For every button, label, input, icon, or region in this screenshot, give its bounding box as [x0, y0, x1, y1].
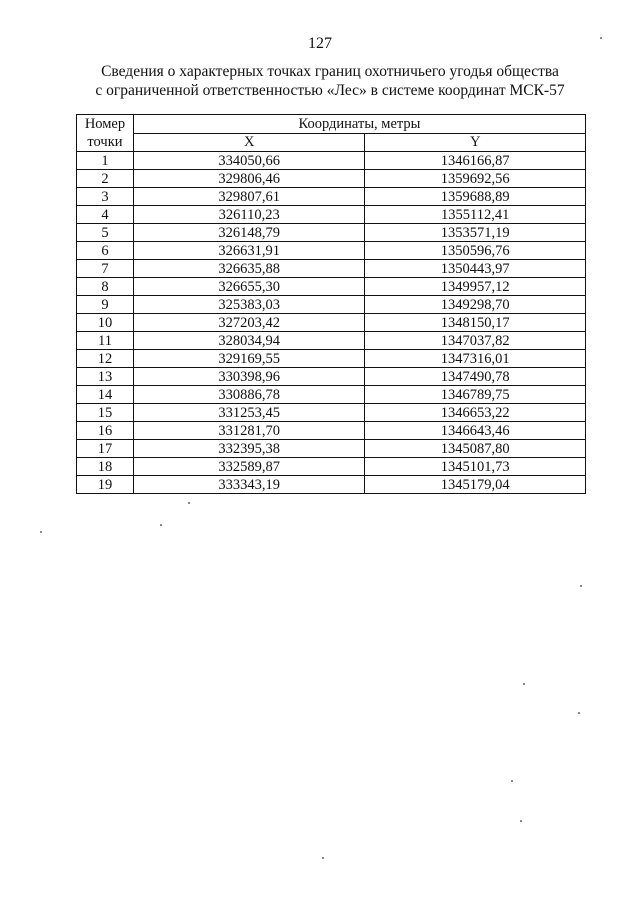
point-number-cell: 11 [77, 332, 134, 350]
scan-speck [520, 820, 522, 822]
table-row [77, 476, 586, 494]
y-coordinate-cell: 1345179,04 [365, 476, 586, 494]
scan-speck [578, 712, 580, 714]
point-number-cell: 16 [77, 422, 134, 440]
header-point-number-line-2: точки [87, 134, 123, 150]
y-coordinate-cell: 1350596,76 [365, 242, 586, 260]
x-coordinate-cell: 331281,70 [133, 422, 364, 440]
table-row [77, 440, 586, 458]
point-number-cell: 15 [77, 404, 134, 422]
point-number-cell: 10 [77, 314, 134, 332]
y-coordinate-cell: 1355112,41 [365, 206, 586, 224]
point-number-cell: 2 [77, 170, 134, 188]
x-coordinate-cell: 330886,78 [133, 386, 364, 404]
table-row [77, 242, 586, 260]
y-coordinate-cell: 1350443,97 [365, 260, 586, 278]
table-row [77, 170, 586, 188]
y-coordinate-cell: 1346653,22 [365, 404, 586, 422]
header-y: Y [365, 133, 586, 152]
table-row [77, 296, 586, 314]
title-line-1: Сведения о характерных точках границ охотничьего угодья общества [101, 63, 559, 80]
scan-speck [523, 683, 525, 685]
x-coordinate-cell: 325383,03 [133, 296, 364, 314]
x-coordinate-cell: 326631,91 [133, 242, 364, 260]
page-number: 127 [308, 35, 332, 52]
point-number-cell: 13 [77, 368, 134, 386]
title-line-2: с ограниченной ответственностью «Лес» в системе координат МСК-57 [95, 82, 565, 99]
point-number-cell: 17 [77, 440, 134, 458]
y-coordinate-cell: 1359688,89 [365, 188, 586, 206]
table-row [77, 386, 586, 404]
y-coordinate-cell: 1353571,19 [365, 224, 586, 242]
table-row [77, 422, 586, 440]
table-row [77, 458, 586, 476]
x-coordinate-cell: 329807,61 [133, 188, 364, 206]
header-x: X [133, 133, 364, 152]
point-number-cell: 19 [77, 476, 134, 494]
coordinates-table [76, 114, 586, 494]
point-number-cell: 1 [77, 152, 134, 170]
y-coordinate-cell: 1349298,70 [365, 296, 586, 314]
table-row [77, 188, 586, 206]
x-coordinate-cell: 330398,96 [133, 368, 364, 386]
point-number-cell: 5 [77, 224, 134, 242]
scan-speck [322, 857, 324, 859]
scan-speck [40, 531, 42, 533]
scan-speck [580, 585, 582, 587]
y-coordinate-cell: 1345101,73 [365, 458, 586, 476]
y-coordinate-cell: 1346789,75 [365, 386, 586, 404]
x-coordinate-cell: 326148,79 [133, 224, 364, 242]
table-body [77, 152, 586, 494]
y-coordinate-cell: 1349957,12 [365, 278, 586, 296]
x-coordinate-cell: 334050,66 [133, 152, 364, 170]
x-coordinate-cell: 332395,38 [133, 440, 364, 458]
point-number-cell: 12 [77, 350, 134, 368]
x-coordinate-cell: 328034,94 [133, 332, 364, 350]
y-coordinate-cell: 1359692,56 [365, 170, 586, 188]
table-row [77, 278, 586, 296]
x-coordinate-cell: 326635,88 [133, 260, 364, 278]
x-coordinate-cell: 326655,30 [133, 278, 364, 296]
y-coordinate-cell: 1345087,80 [365, 440, 586, 458]
header-point-number [77, 115, 134, 152]
header-coordinates: Координаты, метры [133, 115, 585, 134]
document-title [0, 62, 640, 100]
header-point-number-line-1: Номер [84, 116, 126, 132]
y-coordinate-cell: 1348150,17 [365, 314, 586, 332]
point-number-cell: 4 [77, 206, 134, 224]
x-coordinate-cell: 332589,87 [133, 458, 364, 476]
table-row [77, 206, 586, 224]
point-number-cell: 14 [77, 386, 134, 404]
point-number-cell: 6 [77, 242, 134, 260]
table-row [77, 404, 586, 422]
table-row [77, 224, 586, 242]
point-number-cell: 7 [77, 260, 134, 278]
table-row [77, 368, 586, 386]
y-coordinate-cell: 1347490,78 [365, 368, 586, 386]
table-row [77, 152, 586, 170]
y-coordinate-cell: 1346643,46 [365, 422, 586, 440]
table-row [77, 350, 586, 368]
table-row [77, 260, 586, 278]
x-coordinate-cell: 329806,46 [133, 170, 364, 188]
table-row [77, 314, 586, 332]
y-coordinate-cell: 1347037,82 [365, 332, 586, 350]
y-coordinate-cell: 1346166,87 [365, 152, 586, 170]
table-row [77, 332, 586, 350]
point-number-cell: 18 [77, 458, 134, 476]
x-coordinate-cell: 333343,19 [133, 476, 364, 494]
scan-speck [511, 780, 513, 782]
point-number-cell: 8 [77, 278, 134, 296]
point-number-cell: 9 [77, 296, 134, 314]
scan-speck [160, 524, 162, 526]
y-coordinate-cell: 1347316,01 [365, 350, 586, 368]
x-coordinate-cell: 326110,23 [133, 206, 364, 224]
scan-speck [188, 502, 190, 504]
point-number-cell: 3 [77, 188, 134, 206]
x-coordinate-cell: 327203,42 [133, 314, 364, 332]
scan-speck [600, 37, 602, 39]
x-coordinate-cell: 329169,55 [133, 350, 364, 368]
x-coordinate-cell: 331253,45 [133, 404, 364, 422]
